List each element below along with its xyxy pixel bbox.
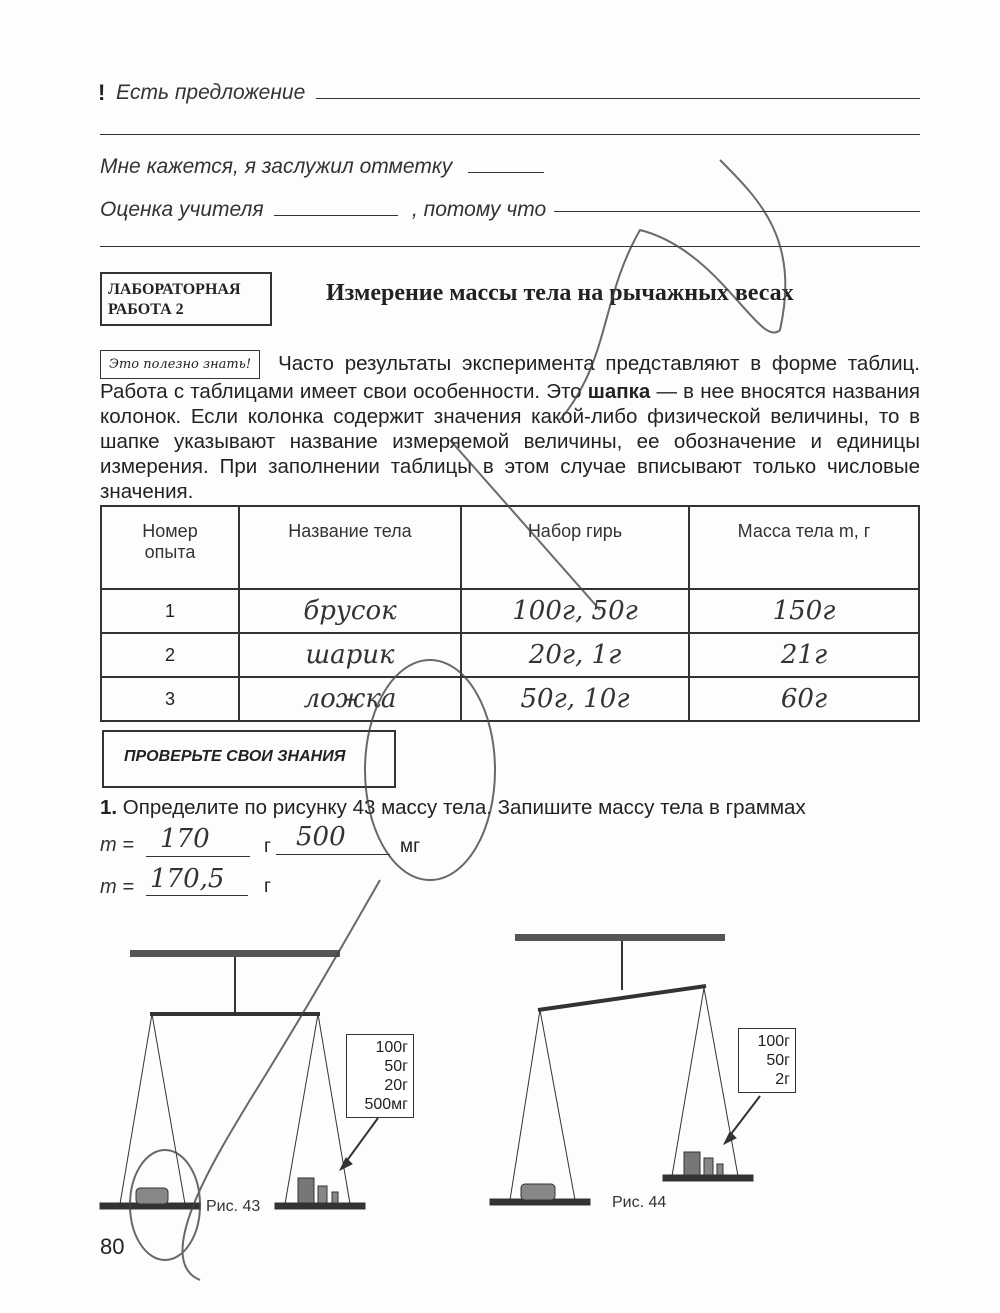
weight-label: 50г: [766, 1052, 790, 1069]
fig44-weights-box: [738, 1028, 796, 1093]
cell-weights[interactable]: 100г, 50г: [461, 589, 689, 633]
cell-number: 3: [101, 677, 239, 721]
cell-weights[interactable]: 50г, 10г: [461, 677, 689, 721]
weight-label: 50г: [384, 1058, 408, 1075]
header-number: Номер опыта: [101, 506, 239, 589]
weight-label: 500мг: [364, 1096, 408, 1113]
weight-label: 20г: [384, 1077, 408, 1094]
cell-mass[interactable]: 60г: [689, 677, 919, 721]
fig43-caption: Рис. 43: [206, 1198, 261, 1215]
cell-name[interactable]: брусок: [239, 589, 461, 633]
question-number: 1.: [100, 796, 118, 819]
answer1-mg[interactable]: 500: [296, 822, 346, 852]
fig44-caption: Рис. 44: [612, 1194, 667, 1211]
header-name: Название тела: [239, 506, 461, 589]
because-label: , потому что: [412, 198, 547, 221]
fig43-weights-box: [346, 1034, 414, 1118]
header-mass: Масса тела m, г: [689, 506, 919, 589]
cell-mass[interactable]: 150г: [689, 589, 919, 633]
lab-box-line1: ЛАБОРАТОРНАЯ: [108, 281, 241, 298]
weight-label: 100г: [375, 1039, 408, 1056]
note-label: Это полезно знать!: [100, 350, 260, 379]
check-knowledge-box: ПРОВЕРЬТЕ СВОИ ЗНАНИЯ: [102, 730, 396, 788]
cell-name[interactable]: шарик: [239, 633, 461, 677]
g-unit-2: г: [264, 876, 271, 897]
paragraph-text: — в нее вносятся названия колонок. Если колонка содержит значения какой-либо физической величины, то в шапке указывают название измеряемой величины, ее обозначение и единицы измерения. При заполнении таблицы в этом случае вписывают только числовые значения.: [100, 380, 920, 503]
cell-name[interactable]: ложка: [239, 677, 461, 721]
m-label: m =: [100, 834, 134, 856]
scale-fig43: [100, 950, 378, 1209]
pencil-scribbles: [130, 160, 785, 1280]
weight-label: 100г: [757, 1033, 790, 1050]
proposal-label: Есть предложение: [116, 81, 306, 104]
m-label-2: m =: [100, 876, 134, 898]
lab-box-line2: РАБОТА 2: [108, 301, 184, 318]
self-grade-label: Мне кажется, я заслужил отметку: [100, 155, 453, 178]
header-weights: Набор гирь: [461, 506, 689, 589]
scale-fig44: [490, 934, 760, 1205]
paragraph-text: Часто результаты эксперимента представляют в форме таблиц. Работа с таблицами имеет свои особенности. Это: [100, 352, 920, 403]
exclamation-mark: !: [98, 80, 106, 105]
answer2-g[interactable]: 170,5: [150, 864, 225, 894]
page-number: 80: [100, 1234, 125, 1259]
question-text: Определите по рисунку 43 массу тела. Запишите массу тела в граммах: [117, 796, 806, 819]
teacher-grade-label: Оценка учителя: [100, 198, 264, 221]
answer1-g[interactable]: 170: [160, 824, 210, 854]
mg-unit: мг: [400, 836, 420, 857]
cell-number: 1: [101, 589, 239, 633]
cell-number: 2: [101, 633, 239, 677]
paragraph-bold: шапка: [587, 380, 651, 403]
cell-weights[interactable]: 20г, 1г: [461, 633, 689, 677]
lab-title: Измерение массы тела на рычажных весах: [326, 280, 794, 306]
weight-label: 2г: [775, 1071, 790, 1088]
cell-mass[interactable]: 21г: [689, 633, 919, 677]
g-unit: г: [264, 836, 271, 857]
